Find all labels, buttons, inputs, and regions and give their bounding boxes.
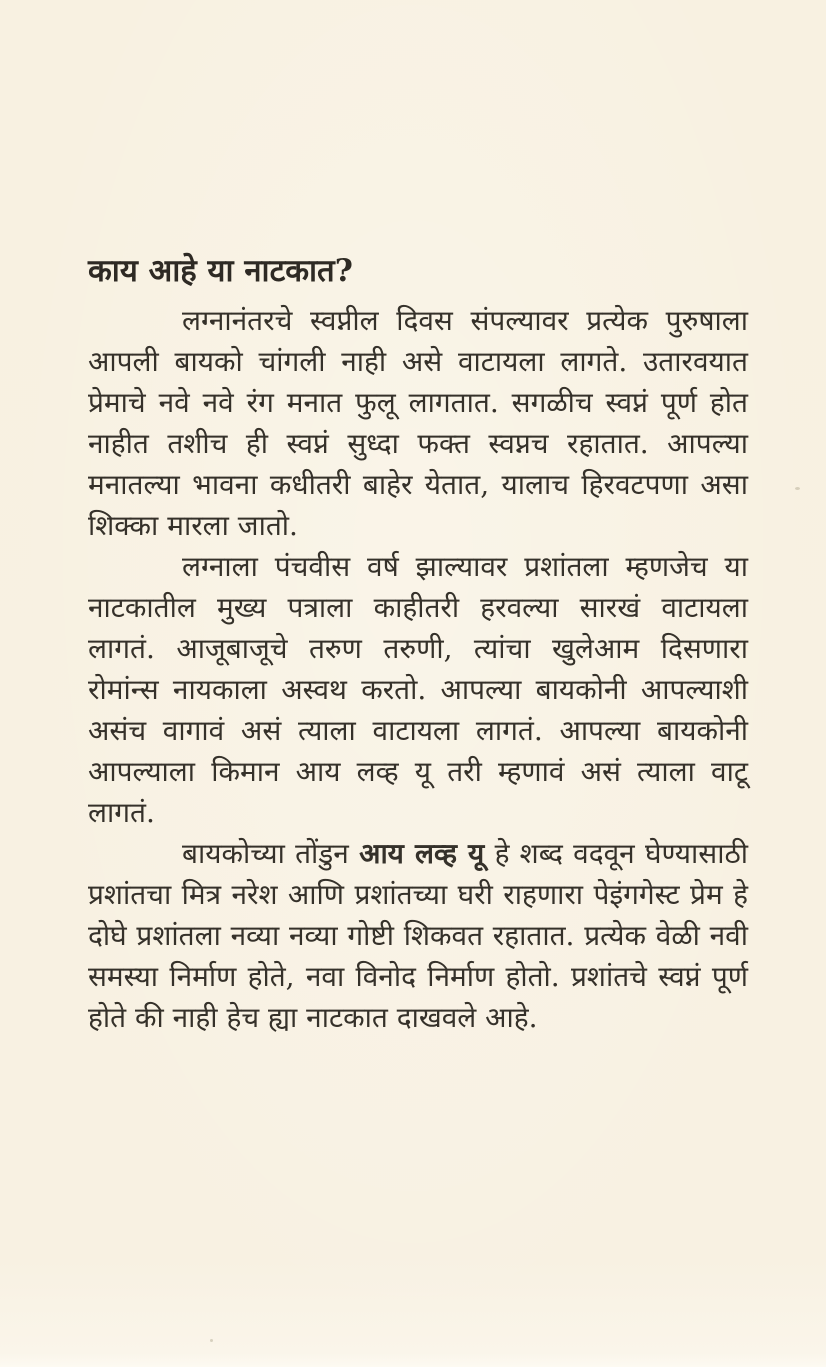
scan-speckle xyxy=(210,1339,213,1342)
paragraph-3 xyxy=(88,833,748,1038)
page-text-block xyxy=(88,252,748,1038)
section-heading: काय आहे या नाटकात? xyxy=(88,253,353,289)
paragraph-1: लग्नानंतरचे स्वप्नील दिवस संपल्यावर प्रत्येक पुरुषाला आपली बायको चांगली नाही असे वाटायला लागते. उतारवयात प्रेमाचे नवे नवे रंग मनात फुलू लागतात. सगळीच स्वप्नं पूर्ण होत नाहीत तशीच ही स्वप्नं सुध्दा फक्त स्वप्नच रहातात. आपल्या मनातल्या भावना कधीतरी बाहेर येतात, यालाच हिरवटपणा असा शिक्का मारला जातो. xyxy=(88,304,748,542)
paragraph-3-bold-phrase: आय लव्ह यू xyxy=(359,837,485,870)
paragraph-3-lead: बायकोच्या तोंडुन xyxy=(182,837,360,870)
paragraph-3-rest: हे शब्द वदवून घेण्यासाठी प्रशांतचा मित्र नरेश आणि प्रशांतच्या घरी राहणारा पेइंगगेस्ट प्रेम हे दोघे प्रशांतला नव्या नव्या गोष्टी शिकवत रहातात. प्रत्येक वेळी नवी समस्या निर्माण होते, नवा विनोद निर्माण होतो. प्रशांतचे स्वप्नं पूर्ण होते की नाही हेच ह्या नाटकात दाखवले आहे. xyxy=(88,837,748,1034)
scan-speckle xyxy=(795,487,800,490)
paragraph-2: लग्नाला पंचवीस वर्ष झाल्यावर प्रशांतला म्हणजेच या नाटकातील मुख्य पत्राला काहीतरी हरवल्या सारखं वाटायला लागतं. आजूबाजूचे तरुण तरुणी, त्यांचा खुलेआम दिसणारा रोमांन्स नायकाला अस्वथ करतो. आपल्या बायकोनी आपल्याशी असंच वागावं असं त्याला वाटायला लागतं. आपल्या बायकोनी आपल्याला किमान आय लव्ह यू तरी म्हणावं असं त्याला वाटू लागतं. xyxy=(88,550,748,829)
